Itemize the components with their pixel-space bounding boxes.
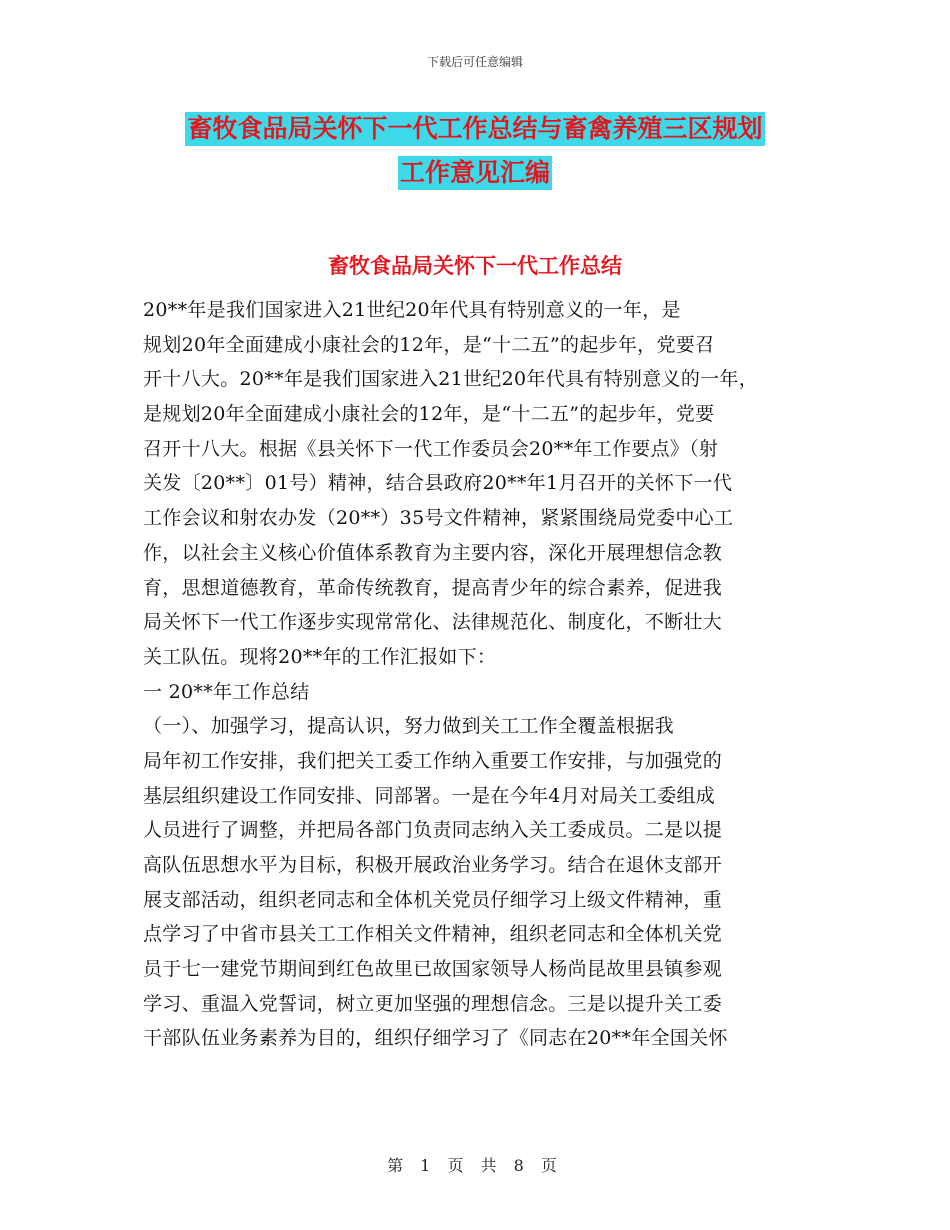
body-line: 工作会议和射农办发（20**）35号文件精神，紧紧围绕局党委中心工 (143, 507, 734, 530)
body-line: 局关怀下一代工作逐步实现常常化、法律规范化、制度化，不断壮大 (143, 611, 723, 634)
body-line: （一）、加强学习，提高认识，努力做到关工工作全覆盖根据我 (143, 715, 674, 738)
header-note: 下载后可任意编辑 (426, 55, 523, 69)
body-line: 高队伍思想水平为目标，积极开展政治业务学习。结合在退休支部开 (143, 854, 723, 876)
document-title-line-2 (0, 156, 950, 190)
title-highlight-1: 畜牧食品局关怀下一代工作总结与畜禽养殖三区规划 (185, 112, 764, 146)
title-highlight-2: 工作意见汇编 (398, 156, 552, 190)
body-line: 是规划20年全面建成小康社会的12年，是“十二五”的起步年，党要 (143, 403, 715, 426)
body-line: 开十八大。20**年是我们国家进入21世纪20年代具有特别意义的一年， (143, 368, 759, 391)
body-line: 20**年是我们国家进入21世纪20年代具有特别意义的一年，是 (143, 299, 681, 321)
body-line: 局年初工作安排，我们把关工委工作纳入重要工作安排，与加强党的 (143, 749, 723, 772)
body-line: 一 20**年工作总结 (143, 680, 310, 703)
body-line: 人员进行了调整，并把局各部门负责同志纳入关工委成员。二是以提 (143, 819, 723, 842)
body-text (143, 293, 803, 1056)
document-title-line-1 (0, 112, 950, 146)
body-line: 关工队伍。现将20**年的工作汇报如下： (143, 645, 497, 668)
body-line: 员于七一建党节期间到红色故里已故国家领导人杨尚昆故里县镇参观 (143, 958, 723, 981)
section-title: 畜牧食品局关怀下一代工作总结 (328, 254, 622, 278)
body-line: 规划20年全面建成小康社会的12年，是“十二五”的起步年，党要召 (143, 333, 715, 356)
body-line: 干部队伍业务素养为目的，组织仔细学习了《同志在20**年全国关怀 (143, 1027, 728, 1050)
page-footer: 第 1 页 共 8 页 (387, 1156, 563, 1175)
body-line: 学习、重温入党誓词，树立更加坚强的理想信念。三是以提升关工委 (143, 992, 723, 1015)
body-line: 育，思想道德教育，革命传统教育，提高青少年的综合素养，促进我 (143, 576, 723, 599)
body-line: 关发〔20**〕01号）精神，结合县政府20**年1月召开的关怀下一代 (143, 472, 733, 495)
body-line: 基层组织建设工作同安排、同部署。一是在今年4月对局关工委组成 (143, 784, 716, 807)
body-line: 点学习了中省市县关工工作相关文件精神，组织老同志和全体机关党 (143, 923, 723, 946)
body-line: 作，以社会主义核心价值体系教育为主要内容，深化开展理想信念教 (143, 541, 723, 564)
body-line: 召开十八大。根据《县关怀下一代工作委员会20**年工作要点》（射 (143, 437, 719, 460)
body-line: 展支部活动，组织老同志和全体机关党员仔细学习上级文件精神，重 (143, 888, 723, 911)
